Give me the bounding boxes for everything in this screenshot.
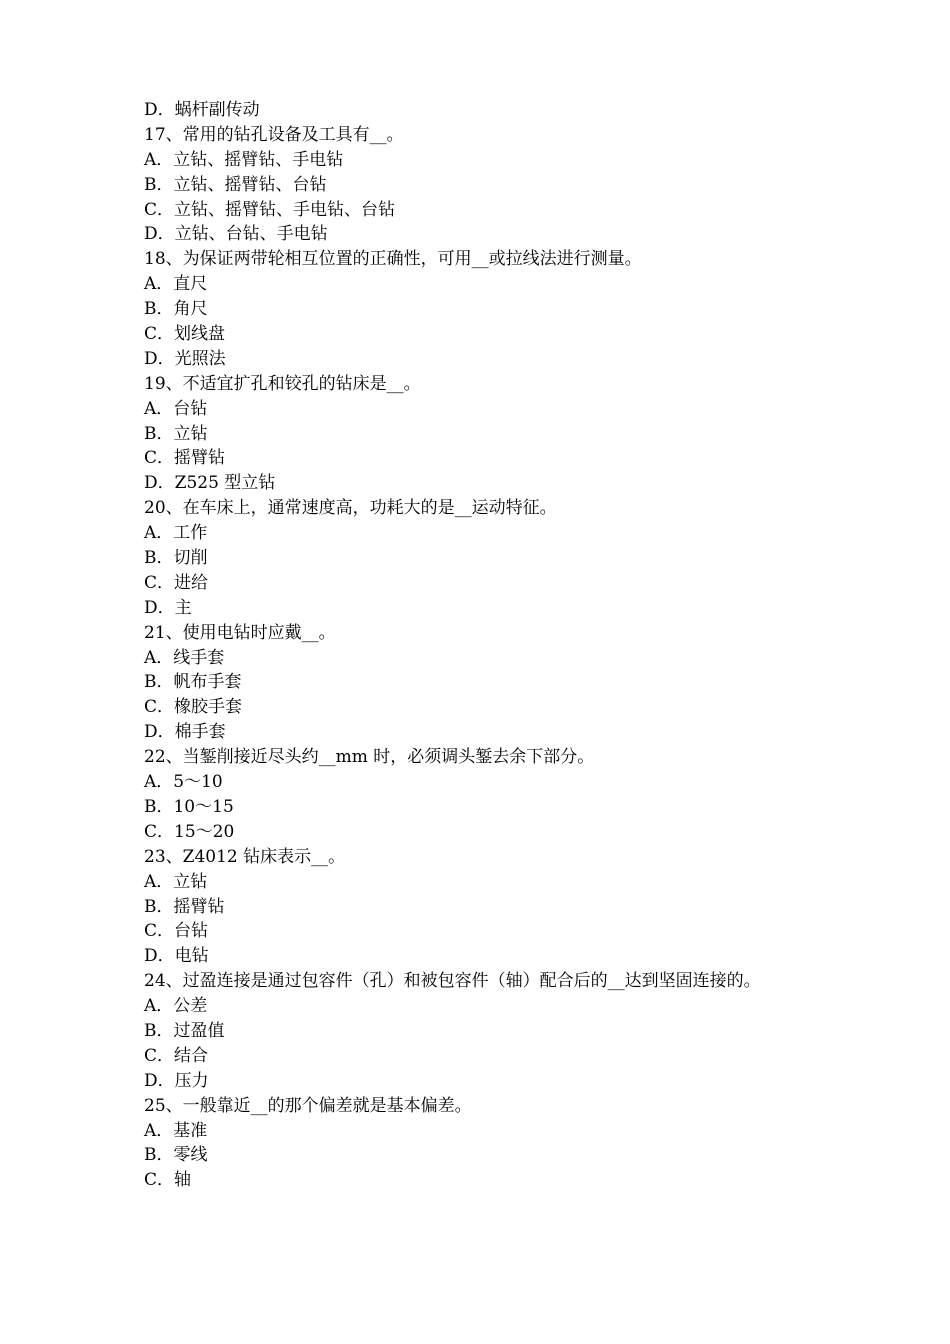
option-b-25: B．零线 [144,1145,208,1166]
question-17: 17、常用的钻孔设备及工具有__。 [144,124,404,145]
option-c-19: C．摇臂钻 [144,448,226,469]
option-c-24: C．结合 [144,1045,209,1066]
option-c-17: C．立钻、摇臂钻、手电钻、台钻 [144,199,396,220]
option-b-24: B．过盈值 [144,1020,225,1041]
option-d-17: D．立钻、台钻、手电钻 [144,224,328,245]
option-b-19: B．立钻 [144,423,208,444]
option-c-25: C．轴 [144,1170,192,1191]
option-b-22: B．10～15 [144,796,234,817]
option-a-17: A．立钻、摇臂钻、手电钻 [144,149,344,170]
question-25: 25、一般靠近__的那个偏差就是基本偏差。 [144,1095,472,1116]
option-c-20: C．进给 [144,572,209,593]
option-b-20: B．切削 [144,548,208,569]
question-22: 22、当錾削接近尽头约__mm 时，必须调头錾去余下部分。 [144,747,595,768]
option-d-24: D．压力 [144,1070,209,1091]
question-19: 19、不适宜扩孔和铰孔的钻床是__。 [144,373,421,394]
option-a-21: A．线手套 [144,647,225,668]
question-23: 23、Z4012 钻床表示__。 [144,846,346,867]
option-b-21: B．帆布手套 [144,672,242,693]
option-b-18: B．角尺 [144,299,208,320]
option-a-23: A．立钻 [144,871,208,892]
option-a-18: A．直尺 [144,274,208,295]
option-c-23: C．台钻 [144,921,209,942]
option-c-18: C．划线盘 [144,324,226,345]
option-c-21: C．橡胶手套 [144,697,243,718]
option-a-25: A．基准 [144,1120,208,1141]
option-d-16: D．蜗杆副传动 [144,100,260,120]
question-24: 24、过盈连接是通过包容件（孔）和被包容件（轴）配合后的__达到坚固连接的。 [144,971,761,992]
question-list [144,98,864,1193]
option-d-20: D．主 [144,597,192,618]
question-21: 21、使用电钻时应戴__。 [144,622,336,643]
option-a-20: A．工作 [144,523,208,544]
option-a-19: A．台钻 [144,398,208,419]
option-a-24: A．公差 [144,996,208,1017]
option-a-22: A．5～10 [144,772,223,793]
option-d-18: D．光照法 [144,348,226,369]
option-d-21: D．棉手套 [144,722,226,743]
option-b-17: B．立钻、摇臂钻、台钻 [144,174,327,195]
question-20: 20、在车床上，通常速度高，功耗大的是__运动特征。 [144,498,557,519]
option-c-22: C．15～20 [144,821,235,842]
option-d-23: D．电钻 [144,946,209,967]
option-d-19: D．Z525 型立钻 [144,473,276,494]
question-18: 18、为保证两带轮相互位置的正确性，可用__或拉线法进行测量。 [144,249,642,270]
option-b-23: B．摇臂钻 [144,896,225,917]
